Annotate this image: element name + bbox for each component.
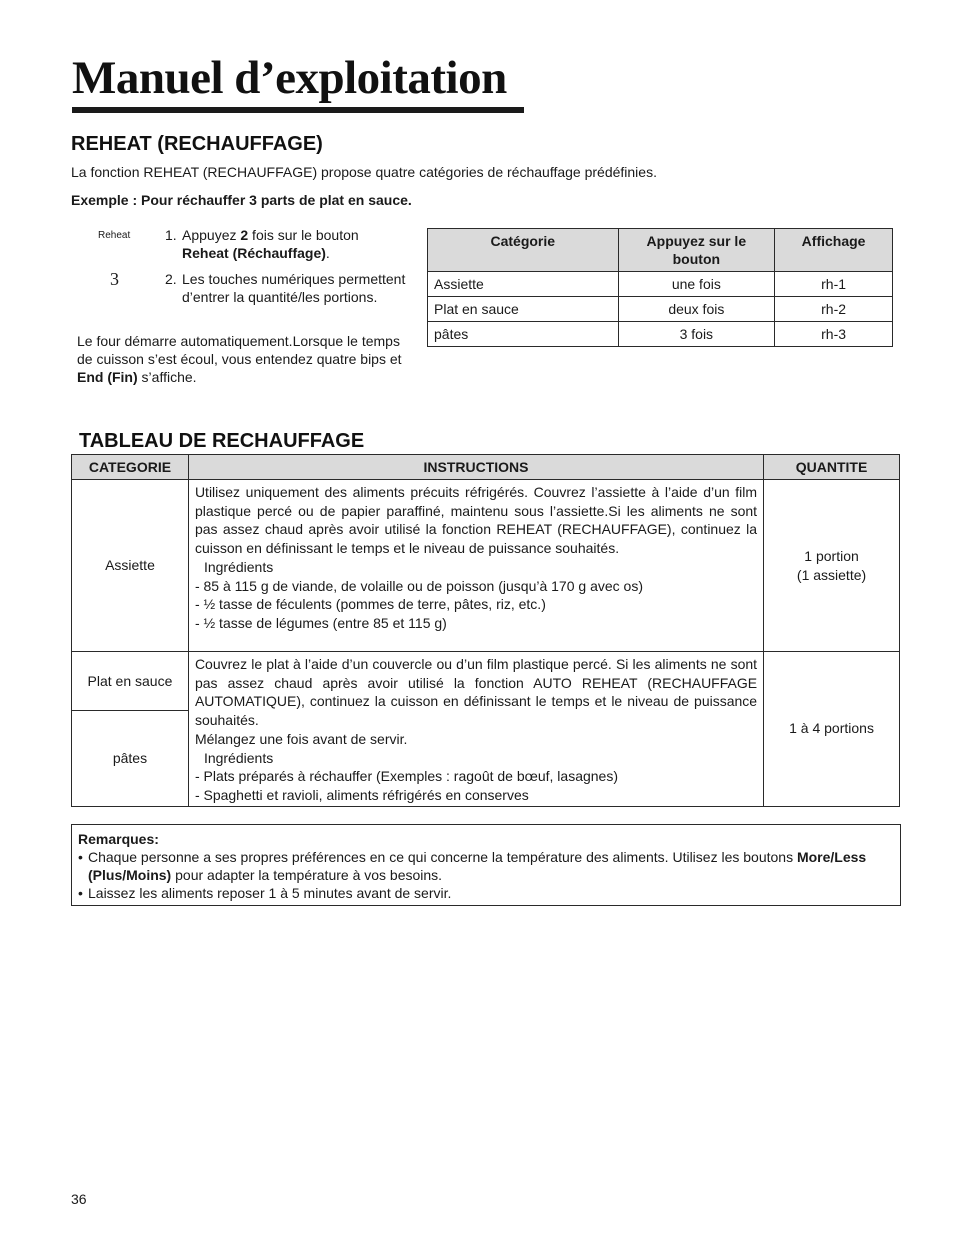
ingredient-item: - ½ tasse de féculents (pommes de terre, pâtes, riz, etc.): [194, 596, 546, 613]
bullet-marker: •: [78, 849, 83, 865]
ingredient-item: - ½ tasse de légumes (entre 85 et 115 g): [194, 614, 447, 631]
tableau-section-heading: TABLEAU DE RECHAUFFAGE: [79, 430, 365, 452]
reheat-guide-table: [71, 454, 900, 807]
quantity-line-1: 1 portion: [804, 547, 859, 564]
remarks-box: [71, 824, 901, 906]
table-row-plat-en-sauce: [72, 652, 900, 711]
step-1-press-count: 2: [240, 227, 249, 243]
step-1-text-after: fois sur le bouton: [248, 227, 359, 243]
remark-1-buttons: More/Less (Plus/Moins): [88, 849, 867, 883]
remark-item-2: [78, 884, 894, 902]
step-2: [165, 270, 420, 306]
ingredients-label: Ingrédients: [203, 558, 274, 575]
category-assiette: Assiette: [72, 480, 189, 652]
header-affichage: Affichage: [775, 229, 893, 272]
page-title: Manuel d’exploitation: [72, 52, 507, 104]
quantity-assiette: [764, 480, 900, 652]
remark-1-text-before: Chaque personne a ses propres préférences en ce qui concerne la température des aliments. Utilisez les boutons: [88, 849, 797, 865]
mix-instruction: Mélangez une fois avant de servir.: [194, 730, 408, 747]
completion-text-after: s’affiche.: [137, 369, 197, 385]
table-row: [428, 272, 893, 297]
row-press-count: 3 fois: [618, 322, 775, 347]
quantity-sauce-pates: 1 à 4 portions: [764, 652, 900, 807]
ingredient-item: - Spaghetti et ravioli, aliments réfrigérés en conserves: [194, 786, 529, 803]
step-2-text: Les touches numériques permettent d’entrer la quantité/les portions.: [182, 271, 406, 305]
instructions-assiette: [188, 480, 763, 652]
ingredients-label: Ingrédients: [203, 749, 274, 766]
ingredient-item: - 85 à 115 g de viande, de volaille ou de poisson (jusqu’à 170 g avec os): [194, 577, 643, 594]
step-1-button-suffix: .: [325, 245, 330, 261]
instructions-text: Couvrez le plat à l’aide d’un couvercle ou d’un film plastique percé. Si les aliments ne sont pas assez chaud après avoir utilisé la fonction AUTO REHEAT (RECHAUFFAGE AUTOMATIQUE), continuez la cuisson en définissant le temps et le niveau de puissance souhaités.: [194, 656, 758, 729]
step-1-text: [182, 226, 415, 262]
reheat-intro: La fonction REHEAT (RECHAUFFAGE) propose quatre catégories de réchauffage prédéfinies.: [71, 164, 657, 180]
row-category: pâtes: [428, 322, 619, 347]
table-row-assiette: [72, 480, 900, 652]
completion-end-label: End (Fin): [77, 369, 138, 385]
header-categorie: Catégorie: [428, 229, 619, 272]
completion-text-before: Le four démarre automatiquement.Lorsque le temps de cuisson s’est écoul, vous entendez quatre bips et: [77, 333, 402, 367]
reheat-section-heading: REHEAT (RECHAUFFAGE): [71, 133, 323, 155]
header-quantite: QUANTITE: [764, 455, 900, 480]
step-1-button-name: Reheat (Réchauffage): [182, 245, 326, 261]
guide-table-header-row: [72, 455, 900, 480]
row-press-count: deux fois: [618, 297, 775, 322]
quantity-line-2: (1 assiette): [796, 566, 867, 583]
remark-item-1: [78, 848, 894, 884]
row-display-code: rh-2: [775, 297, 893, 322]
row-display-code: rh-3: [775, 322, 893, 347]
instructions-sauce-pates: [188, 652, 763, 807]
ingredient-item: - Plats préparés à réchauffer (Exemples : ragoût de bœuf, lasagnes): [194, 768, 618, 785]
header-instructions: INSTRUCTIONS: [188, 455, 763, 480]
row-category: Plat en sauce: [428, 297, 619, 322]
table-row: [428, 297, 893, 322]
header-categorie: CATEGORIE: [72, 455, 189, 480]
step-1-text-before: Appuyez: [182, 227, 241, 243]
row-category: Assiette: [428, 272, 619, 297]
title-underline: [72, 107, 524, 113]
remarks-title: Remarques:: [78, 831, 159, 847]
row-press-count: une fois: [618, 272, 775, 297]
remark-1-text-after: pour adapter la température à vos besoins.: [171, 867, 443, 883]
row-display-code: rh-1: [775, 272, 893, 297]
reheat-example: Exemple : Pour réchauffer 3 parts de plat en sauce.: [71, 192, 412, 208]
instructions-text: Utilisez uniquement des aliments précuits réfrigérés. Couvrez l’assiette à l’aide d’un film plastique percé ou de papier paraffiné, maintenu sous l’assiette.Si les aliments ne sont pas assez chaud après avoir utilisé la fonction REHEAT (RECHAUFFAGE), continuez la cuisson en définissant le temps et le niveau de puissance souhaités.: [194, 484, 758, 557]
completion-text: [77, 332, 412, 386]
step-1-number: 1.: [165, 227, 177, 243]
header-appuyez: Appuyez sur le bouton: [618, 229, 775, 272]
category-table-header-row: [428, 229, 893, 272]
category-table: [427, 228, 893, 347]
bullet-marker: •: [78, 885, 83, 901]
remark-2-text: Laissez les aliments reposer 1 à 5 minutes avant de servir.: [88, 885, 452, 901]
table-row: [428, 322, 893, 347]
reheat-key-label: Reheat: [98, 230, 131, 241]
step-1: [165, 226, 415, 262]
step-2-number: 2.: [165, 271, 177, 287]
number-key-label: 3: [110, 269, 119, 289]
page-number: 36: [71, 1191, 87, 1207]
category-plat-en-sauce: Plat en sauce: [72, 652, 189, 711]
category-pates: pâtes: [72, 711, 189, 806]
